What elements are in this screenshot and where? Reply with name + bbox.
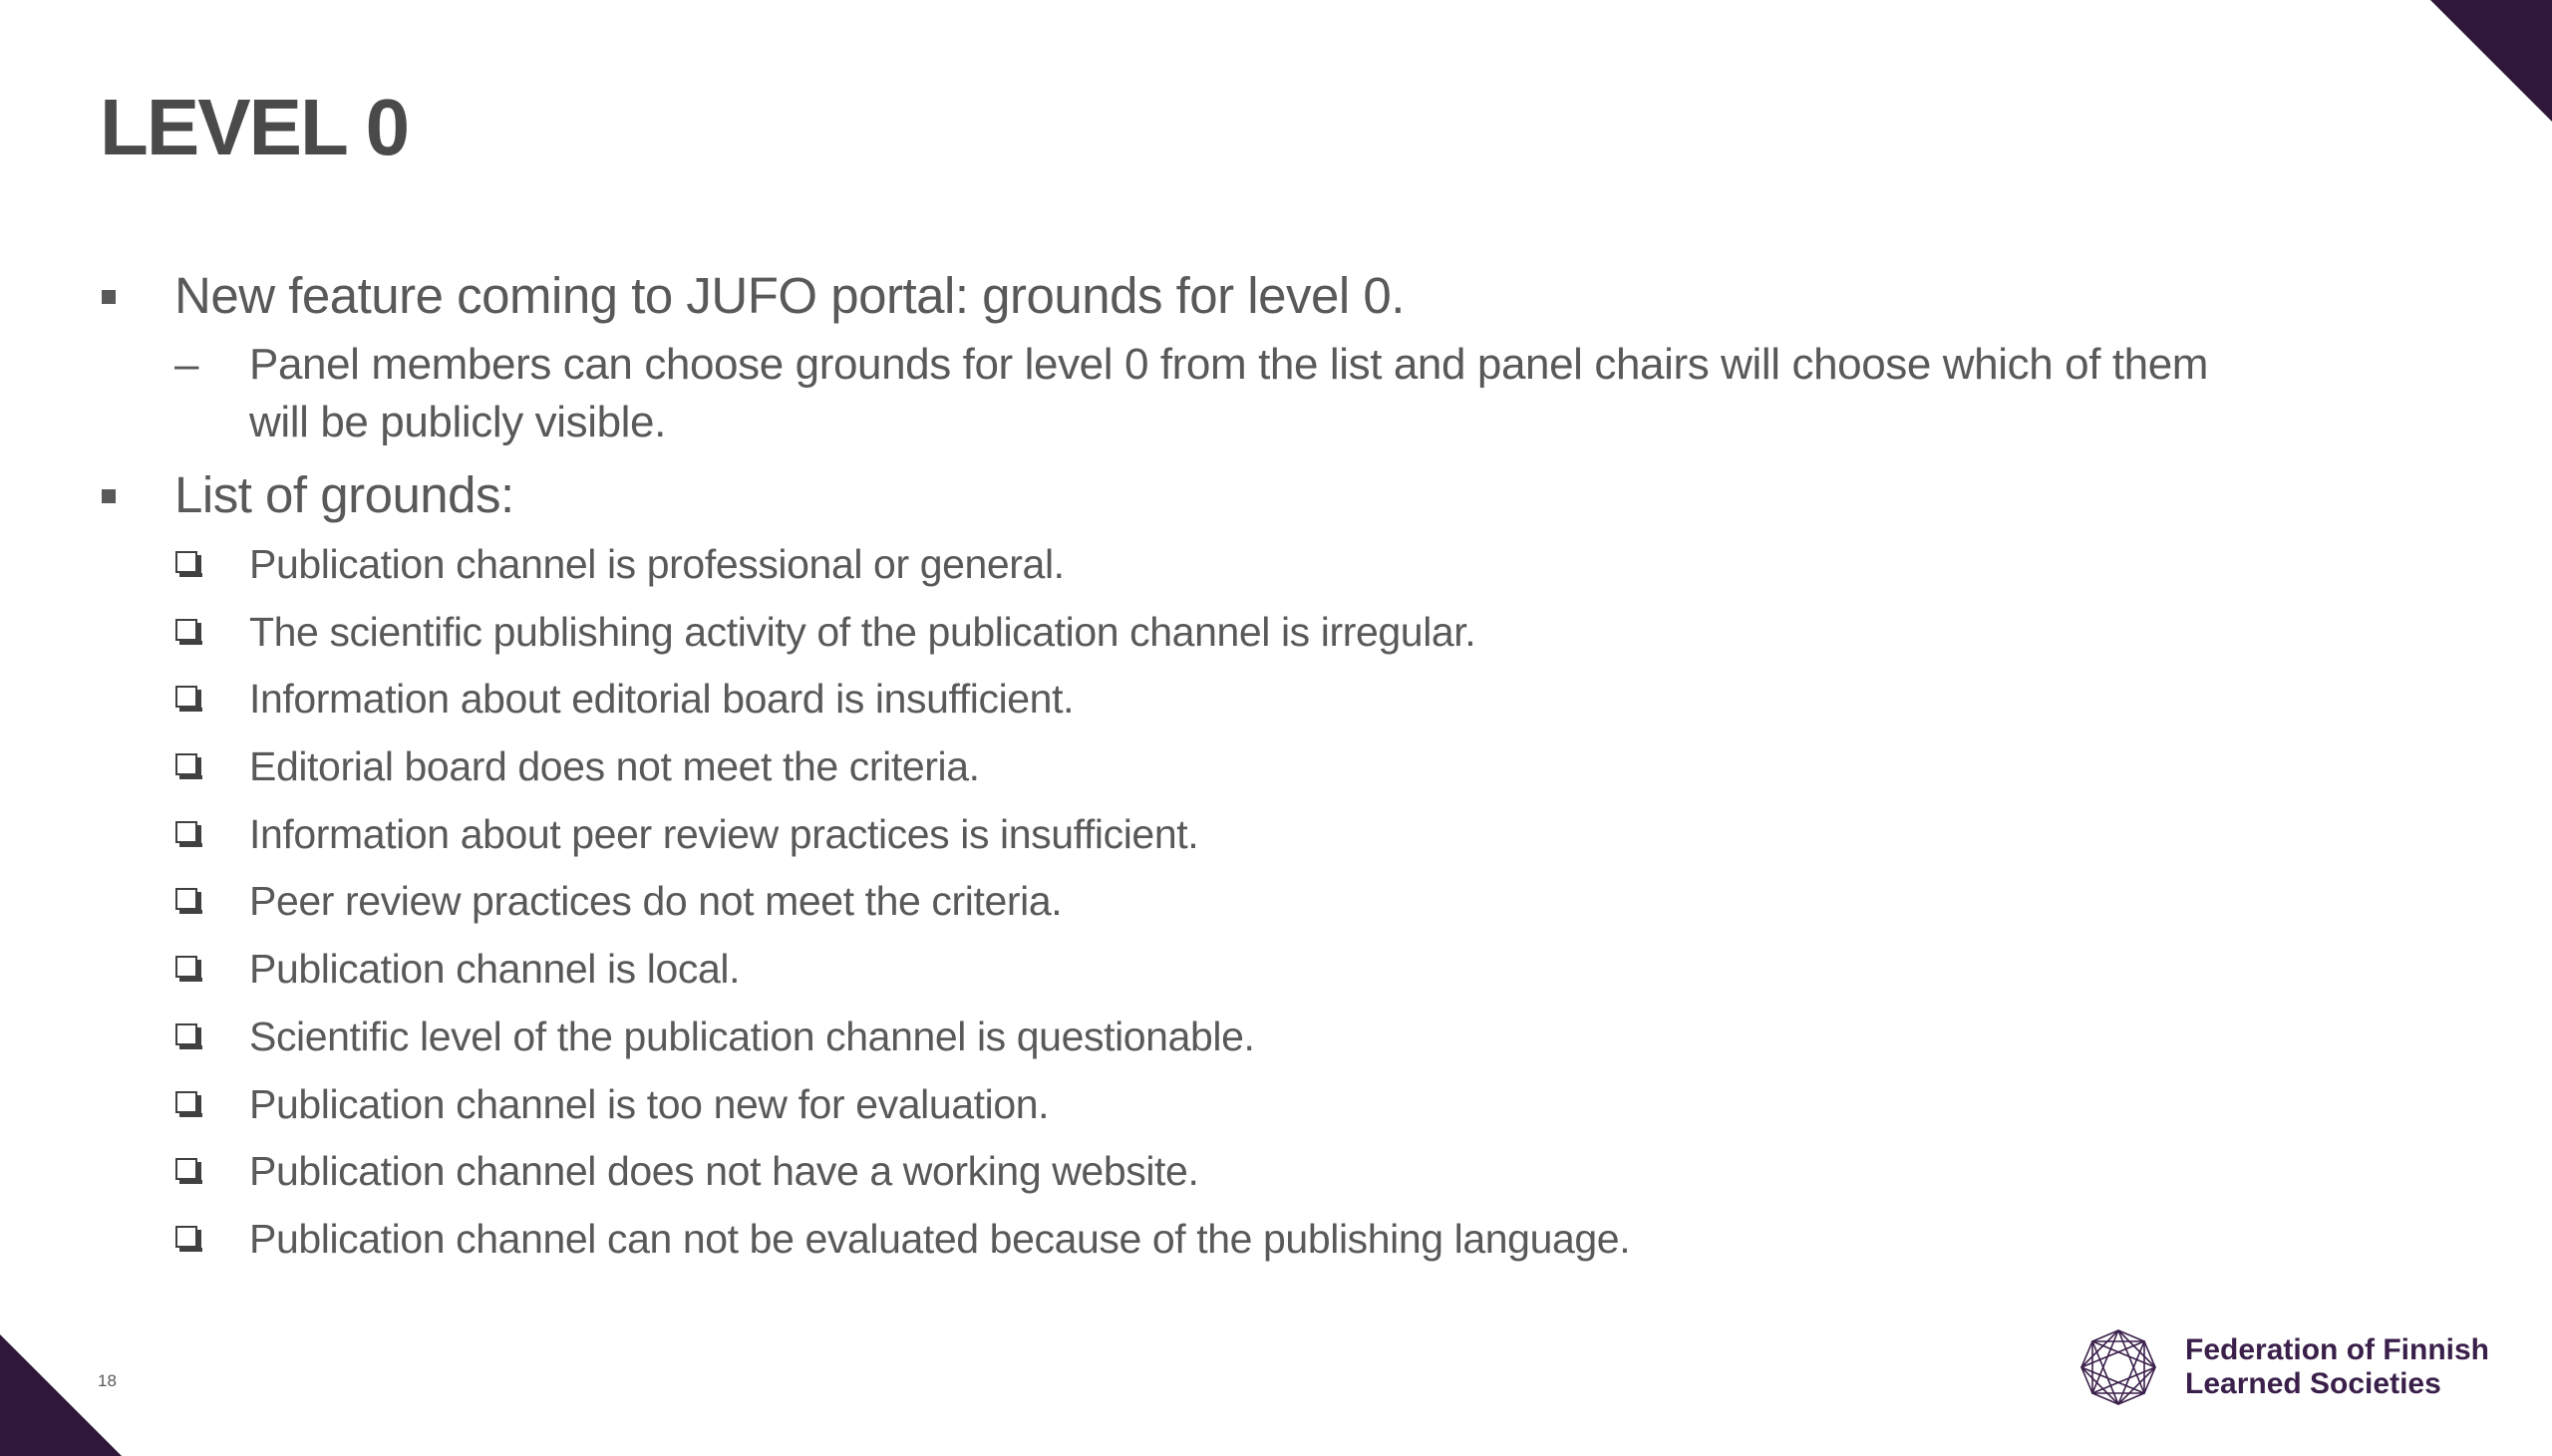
checkbox-bullet-icon bbox=[175, 1158, 197, 1180]
ground-text: Publication channel does not have a working website. bbox=[249, 1148, 1199, 1195]
bullet-text: New feature coming to JUFO portal: grounds for level 0. bbox=[174, 267, 1405, 324]
list-item bbox=[100, 539, 2273, 607]
list-item bbox=[100, 607, 2273, 675]
checkbox-bullet-icon bbox=[175, 1023, 197, 1045]
list-item bbox=[100, 1079, 2273, 1147]
ground-text: The scientific publishing activity of the publication channel is irregular. bbox=[249, 608, 1476, 655]
checkbox-bullet-icon bbox=[175, 753, 197, 775]
list-item bbox=[100, 1214, 2273, 1282]
bullet-item bbox=[100, 264, 2273, 328]
list-item bbox=[100, 1146, 2273, 1214]
list-item bbox=[100, 809, 2273, 877]
bullet-text: List of grounds: bbox=[174, 466, 514, 523]
grounds-list bbox=[100, 539, 2273, 1282]
organization-name bbox=[2185, 1333, 2489, 1401]
bullet-item bbox=[100, 463, 2273, 527]
corner-decoration-top-right bbox=[2430, 0, 2552, 122]
slide-title: LEVEL 0 bbox=[100, 83, 409, 171]
ground-text: Publication channel is professional or general. bbox=[249, 541, 1065, 587]
checkbox-bullet-icon bbox=[175, 888, 197, 910]
sub-bullet-text: Panel members can choose grounds for level 0 from the list and panel chairs will choose which of them will be publicly visible. bbox=[249, 340, 2209, 446]
dash-bullet-icon: – bbox=[174, 340, 199, 389]
checkbox-bullet-icon bbox=[175, 1226, 197, 1248]
square-bullet-icon bbox=[102, 489, 116, 503]
org-name-line2: Learned Societies bbox=[2185, 1367, 2441, 1400]
list-item bbox=[100, 674, 2273, 741]
checkbox-bullet-icon bbox=[175, 1091, 197, 1113]
corner-decoration-bottom-left bbox=[0, 1334, 122, 1456]
org-name-line1: Federation of Finnish bbox=[2185, 1333, 2489, 1366]
checkbox-bullet-icon bbox=[175, 686, 197, 708]
sub-bullet-item bbox=[100, 336, 2273, 451]
ground-text: Information about peer review practices is insufficient. bbox=[249, 810, 1199, 857]
checkbox-bullet-icon bbox=[175, 619, 197, 641]
list-item bbox=[100, 876, 2273, 944]
checkbox-bullet-icon bbox=[175, 551, 197, 573]
checkbox-bullet-icon bbox=[175, 821, 197, 843]
page-number: 18 bbox=[98, 1371, 117, 1390]
list-item bbox=[100, 944, 2273, 1012]
ground-text: Peer review practices do not meet the criteria. bbox=[249, 878, 1063, 925]
slide-content bbox=[100, 264, 2273, 1282]
federation-logo-icon bbox=[2078, 1327, 2158, 1407]
list-item bbox=[100, 741, 2273, 809]
ground-text: Editorial board does not meet the criteria. bbox=[249, 743, 980, 790]
ground-text: Publication channel is local. bbox=[249, 946, 741, 993]
checkbox-bullet-icon bbox=[175, 956, 197, 978]
ground-text: Scientific level of the publication channel is questionable. bbox=[249, 1013, 1255, 1059]
ground-text: Publication channel can not be evaluated because of the publishing language. bbox=[249, 1215, 1631, 1262]
square-bullet-icon bbox=[102, 290, 116, 304]
ground-text: Publication channel is too new for evaluation. bbox=[249, 1080, 1050, 1127]
ground-text: Information about editorial board is insufficient. bbox=[249, 676, 1075, 723]
list-item bbox=[100, 1012, 2273, 1079]
